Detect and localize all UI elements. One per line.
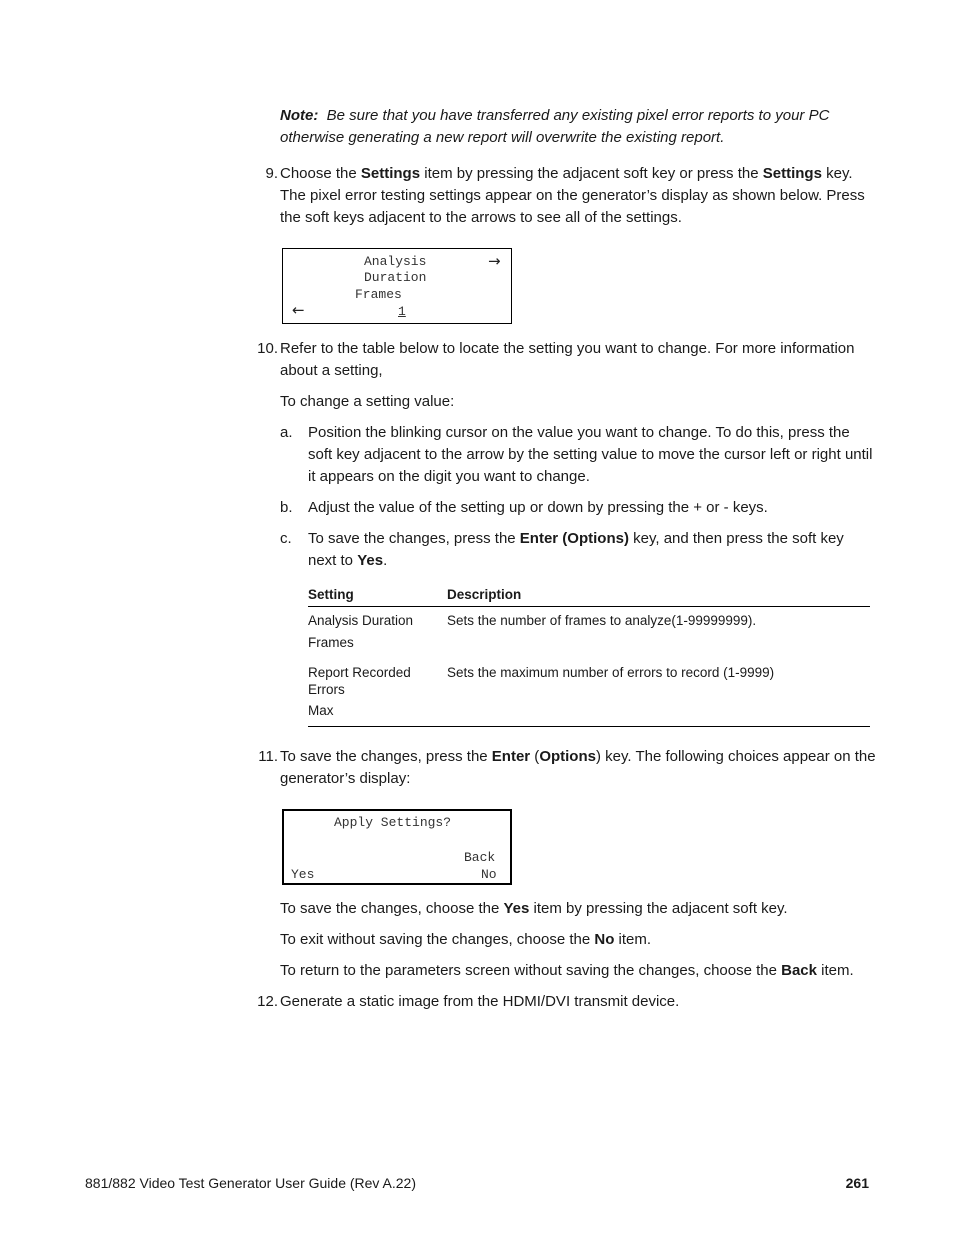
left-arrow-icon: ← (292, 301, 305, 319)
step-11-text-part: ) key. The following choices appear on the generator’s display: (280, 748, 876, 787)
substep-a-label: a. (280, 424, 293, 441)
display-no: No (481, 867, 497, 882)
table-header-description: Description (447, 587, 522, 602)
substep-b-label: b. (280, 499, 293, 516)
return-instruction-part: To return to the parameters screen without saving the changes, choose the (280, 962, 782, 979)
enter-term: Enter (491, 748, 531, 765)
substep-c-text-part: To save the changes, press the (308, 530, 520, 547)
change-intro: To change a setting value: (280, 393, 455, 410)
options-term: Options (539, 748, 596, 765)
table-header-rule (308, 606, 870, 607)
substep-b-text: Adjust the value of the setting up or down by pressing the + or - keys. (308, 499, 768, 516)
step-10-number: 10. (257, 340, 278, 357)
step-10-text: Refer to the table below to locate the setting you want to change. For more information about a setting, (280, 340, 855, 379)
exit-instruction (280, 929, 880, 951)
return-instruction-part: item. (816, 962, 854, 979)
step-9-text-part: Choose the (280, 165, 361, 182)
substep-c-text-part: . (383, 552, 388, 569)
substep-c-text (308, 528, 873, 572)
note-text: Be sure that you have transferred any existing pixel error reports to your PC otherwise generating a new report will overwrite the existing report. (280, 107, 830, 146)
table-header-setting: Setting (308, 587, 354, 602)
table-bottom-rule (308, 726, 870, 727)
settings-term: Settings (762, 165, 822, 182)
generator-display-settings (282, 248, 512, 324)
display-back: Back (464, 850, 496, 865)
substep-c-label: c. (280, 530, 292, 547)
substep-c-text-part: key, and then press the soft key next to (308, 530, 844, 569)
note-label: Note: (280, 107, 319, 124)
exit-instruction-part: item. (614, 931, 652, 948)
step-11-text-part: ( (530, 748, 540, 765)
table-row-2-setting-line-2: Errors (308, 682, 345, 697)
save-instruction (280, 898, 880, 920)
back-term: Back (781, 962, 817, 979)
display-yes: Yes (291, 867, 315, 882)
yes-term: Yes (357, 552, 384, 569)
step-9-text (280, 163, 880, 229)
display-line-analysis: Analysis (364, 254, 427, 269)
step-12-number: 12. (257, 993, 278, 1010)
display-value: 1 (398, 304, 406, 319)
footer-title: 881/882 Video Test Generator User Guide (Rev A.22) (85, 1175, 417, 1191)
display-line-frames: Frames (355, 287, 402, 302)
return-instruction (280, 960, 890, 982)
generator-display-apply-settings (282, 809, 512, 885)
exit-instruction-part: To exit without saving the changes, choose the (280, 931, 595, 948)
display-line-duration: Duration (364, 270, 427, 285)
step-11-text (280, 746, 880, 790)
step-9-text-part: item by pressing the adjacent soft key or press the (420, 165, 763, 182)
save-instruction-part: item by pressing the adjacent soft key. (529, 900, 788, 917)
step-11-number: 11. (258, 748, 278, 765)
right-arrow-icon: → (488, 252, 501, 270)
step-9-text-part: key. The pixel error testing settings appear on the generator’s display as shown below. Press the soft keys adjacent to the arrows to see all of the settings. (280, 165, 865, 226)
no-term: No (594, 931, 615, 948)
table-row-1-setting-line-1: Analysis Duration (308, 613, 414, 628)
table-row-2-setting-line-1: Report Recorded (308, 665, 411, 680)
page-number: 261 (845, 1175, 869, 1191)
settings-term: Settings (360, 165, 421, 182)
substep-a-text: Position the blinking cursor on the value you want to change. To do this, press the soft key adjacent to the arrow by the setting value to move the cursor left or right until it appears on the digit you want to change. (308, 424, 873, 485)
note (280, 105, 880, 149)
table-row-2-description: Sets the maximum number of errors to record (1-9999) (447, 665, 775, 680)
step-12-text: Generate a static image from the HDMI/DVI transmit device. (280, 993, 680, 1010)
yes-term: Yes (503, 900, 530, 917)
table-row-2-setting-line-3: Max (308, 703, 334, 718)
table-row-1-setting-line-2: Frames (308, 635, 354, 650)
step-11-text-part: To save the changes, press the (280, 748, 492, 765)
step-9-number: 9. (265, 165, 278, 182)
display-apply-title: Apply Settings? (334, 815, 452, 830)
save-instruction-part: To save the changes, choose the (280, 900, 504, 917)
enter-options-term: Enter (Options) (519, 530, 629, 547)
table-row-1-description: Sets the number of frames to analyze(1-99999999). (447, 613, 757, 628)
